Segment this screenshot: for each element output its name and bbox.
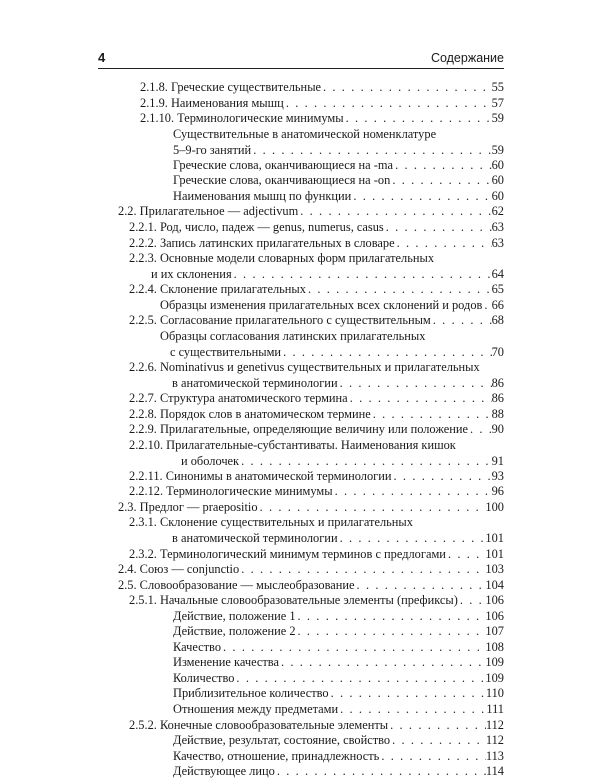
toc-entry-title: Качество, отношение, принадлежность [173, 748, 380, 763]
toc-entry [173, 157, 504, 173]
dot-leader [395, 235, 492, 251]
toc-entry [129, 468, 504, 484]
dot-leader [384, 219, 492, 235]
toc-entry-title-continued: и оболочек [181, 453, 240, 468]
toc-entry-page: 59 [491, 142, 504, 157]
dot-leader [393, 157, 492, 173]
dot-leader [388, 717, 486, 733]
toc-entry [129, 421, 504, 437]
toc-entry [129, 483, 504, 499]
toc-entry-page: 113 [485, 748, 504, 763]
page-header [98, 50, 504, 69]
toc-entry [118, 561, 504, 577]
dot-leader [298, 203, 491, 219]
toc-entry-page: 110 [485, 686, 504, 701]
toc-entry [173, 654, 504, 670]
dot-leader [458, 592, 486, 608]
toc-entry-title: Действие, положение 1 [173, 608, 296, 623]
toc-entry-title: 2.5.1. Начальные словообразовательные элементы (префиксы) [129, 593, 458, 608]
dot-leader [390, 172, 491, 188]
toc-entry-title: Наименования мышц по функции [173, 188, 352, 203]
toc-entry-title: 2.2. Прилагательное — adjectivum [118, 204, 299, 219]
toc-entry [129, 281, 504, 297]
toc-entry [129, 406, 504, 422]
toc-entry [173, 608, 504, 624]
toc-entry [129, 219, 504, 235]
toc-entry-title: 2.2.12. Терминологические минимумы [129, 484, 333, 499]
dot-leader [234, 670, 485, 686]
toc-entry-page: 70 [491, 344, 504, 359]
dot-leader [338, 701, 486, 717]
dot-leader [258, 499, 486, 515]
dot-leader [251, 142, 491, 158]
toc-entry [129, 437, 504, 469]
toc-entry-title: Действие, результат, состояние, свойство [173, 733, 391, 748]
toc-entry [173, 685, 504, 701]
toc-entry-title: 2.2.3. Основные модели словарных форм прилагательных [129, 251, 435, 266]
toc-entry [173, 623, 504, 639]
toc-entry-title: 2.1.8. Греческие существительные [140, 80, 322, 94]
dot-leader [338, 530, 486, 546]
toc-entry [173, 763, 504, 779]
toc-entry [129, 514, 504, 546]
dot-leader [281, 344, 492, 360]
toc-entry-title: 2.3.2. Терминологический минимум терминов с предлогами [129, 546, 446, 561]
toc-entry-title-continued: в анатомической терминологии [172, 375, 338, 390]
dot-leader [390, 732, 486, 748]
dot-leader [232, 266, 492, 282]
dot-leader [431, 312, 492, 328]
toc-entry-page: 57 [491, 95, 504, 110]
toc-entry [118, 203, 504, 219]
toc-entry [173, 732, 504, 748]
dot-leader [344, 110, 492, 126]
toc-entry [173, 748, 504, 764]
toc-entry-title: Греческие слова, оканчивающиеся на -on [173, 173, 391, 188]
toc-entry [129, 592, 504, 608]
toc-entry-title: Действующее лицо [173, 764, 275, 779]
toc-entry-page: 111 [486, 702, 504, 716]
toc-entry-page: 107 [485, 624, 504, 639]
toc-entry [173, 126, 504, 158]
toc-entry-page: 106 [485, 593, 504, 608]
toc-entry [173, 639, 504, 655]
dot-leader [306, 281, 492, 297]
toc-entry-page: 65 [491, 282, 504, 297]
toc-entry [129, 546, 504, 562]
toc-entry-title: 2.2.9. Прилагательные, определяющие величину или положение [129, 422, 468, 437]
dot-leader [239, 561, 485, 577]
dot-leader [348, 390, 492, 406]
toc-entry-page: 112 [485, 717, 504, 732]
toc-entry [140, 79, 504, 95]
toc-entry-title: 2.3.1. Склонение существительных и прилагательных [129, 515, 413, 530]
toc-entry-title-continued: и их склонения [151, 267, 232, 282]
toc-entry-title: Приблизительное количество [173, 686, 329, 701]
toc-entry-title: 2.3. Предлог — praepositio [118, 499, 258, 514]
toc-entry-page: 66 [491, 297, 504, 312]
page-number: 4 [98, 50, 106, 65]
toc-entry-title: 2.5. Словообразование — мыслеобразование [118, 577, 355, 592]
dot-leader [296, 623, 486, 639]
toc-entry-page: 108 [485, 639, 504, 654]
toc-entry-page: 106 [485, 608, 504, 623]
toc-entry [173, 172, 504, 188]
toc-entry-page: 86 [491, 391, 504, 405]
dot-leader [468, 421, 492, 437]
toc-entry-title: Образцы изменения прилагательных всех склонений и родов [160, 297, 483, 312]
toc-entry-page: 62 [491, 204, 504, 219]
toc-entry-title: 2.2.7. Структура анатомического термина [129, 391, 348, 405]
toc-entry-title: 2.2.6. Nominativus и genetivus существительных и прилагательных [129, 359, 480, 374]
toc-entry-page: 60 [491, 188, 504, 203]
toc-entry-page: 88 [491, 406, 504, 421]
dot-leader [321, 79, 492, 95]
toc-entry [129, 717, 504, 733]
toc-entry-page: 103 [485, 562, 504, 577]
dot-leader [446, 546, 485, 562]
toc-entry-title-continued: с существительными [170, 344, 282, 359]
toc-entry-page: 101 [485, 546, 504, 561]
dot-leader [371, 406, 492, 422]
toc-entry-title: Количество [173, 670, 235, 685]
toc-entry-page: 59 [491, 111, 504, 126]
toc-entry [160, 297, 504, 313]
toc-entry-title: 2.2.4. Склонение прилагательных [129, 282, 306, 297]
toc-entry-page: 101 [485, 531, 504, 546]
dot-leader [379, 748, 486, 764]
dot-leader [338, 375, 492, 391]
dot-leader [239, 453, 492, 469]
toc-entry-page: 91 [491, 453, 504, 468]
toc-entry-page: 68 [491, 313, 504, 328]
toc-entry [129, 312, 504, 328]
toc-entry-title: Изменение качества [173, 655, 279, 670]
toc-entry [129, 390, 504, 406]
toc-entry-page: 63 [491, 219, 504, 234]
toc-entry-title: Отношения между предметами [173, 702, 339, 716]
toc-entry-title: Действие, положение 2 [173, 624, 296, 639]
toc-entry [129, 235, 504, 251]
toc-entry-page: 60 [491, 157, 504, 172]
toc-entry-title: Образцы согласования латинских прилагательных [160, 328, 426, 343]
toc-entry-title-continued: 5–9-го занятий [173, 142, 252, 157]
dot-leader [333, 483, 492, 499]
toc-entry-page: 90 [491, 422, 504, 437]
toc-entry-title: Греческие слова, оканчивающиеся на -ma [173, 157, 394, 172]
dot-leader [279, 654, 485, 670]
toc-entry [173, 701, 504, 717]
dot-leader [329, 685, 486, 701]
dot-leader [351, 188, 491, 204]
toc-entry [140, 110, 504, 126]
toc-entry [118, 577, 504, 593]
toc-entry-page: 55 [491, 80, 504, 94]
toc-entry-title-continued: в анатомической терминологии [172, 531, 338, 546]
toc-entry [129, 250, 504, 282]
toc-entry [129, 359, 504, 391]
toc-entry-title: Существительные в анатомической номенклатуре [173, 126, 437, 141]
dot-leader [221, 639, 485, 655]
toc-entry-page: 112 [485, 733, 504, 748]
toc-entry-title: 2.4. Союз — conjunctio [118, 562, 240, 577]
toc-entry [140, 95, 504, 111]
toc-entry-page: 60 [491, 173, 504, 188]
toc-entry-title: 2.2.8. Порядок слов в анатомическом термине [129, 406, 371, 421]
toc-entry-page: 100 [485, 499, 504, 514]
toc-entry-title: 2.1.10. Терминологические минимумы [140, 111, 344, 126]
toc-entry-page: 109 [485, 655, 504, 670]
toc-entry [173, 670, 504, 686]
toc-entry-page: 104 [485, 577, 504, 592]
toc-entry-page: 114 [485, 764, 504, 779]
dot-leader [296, 608, 486, 624]
toc-entry-title: 2.1.9. Наименования мышц [140, 95, 284, 110]
toc-entry-page: 86 [491, 375, 504, 390]
toc-entry-page: 93 [491, 468, 504, 483]
toc-entry-title: 2.2.5. Согласование прилагательного с существительным [129, 313, 431, 328]
toc-entry-page: 63 [491, 235, 504, 250]
toc-entry-page: 64 [491, 267, 504, 282]
toc-entry-title: 2.2.11. Синонимы в анатомической терминологии [129, 468, 392, 483]
dot-leader [482, 297, 491, 313]
dot-leader [355, 577, 486, 593]
toc-entry-title: 2.2.1. Род, число, падеж — genus, numerus, casus [129, 219, 384, 234]
running-title: Содержание [430, 51, 504, 65]
dot-leader [284, 95, 492, 111]
toc-entry-title: 2.2.2. Запись латинских прилагательных в словаре [129, 235, 395, 250]
toc-entry-title: 2.5.2. Конечные словообразовательные элементы [129, 717, 389, 732]
toc-entry [173, 188, 504, 204]
toc-entry-title: Качество [173, 639, 222, 654]
dot-leader [392, 468, 492, 484]
toc-entry-page: 109 [485, 670, 504, 685]
toc-entry [118, 499, 504, 515]
toc-entry [160, 328, 504, 360]
dot-leader [275, 763, 486, 779]
toc-entry-title: 2.2.10. Прилагательные-субстантиваты. Наименования кишок [129, 437, 456, 452]
toc-entry-page: 96 [491, 484, 504, 499]
